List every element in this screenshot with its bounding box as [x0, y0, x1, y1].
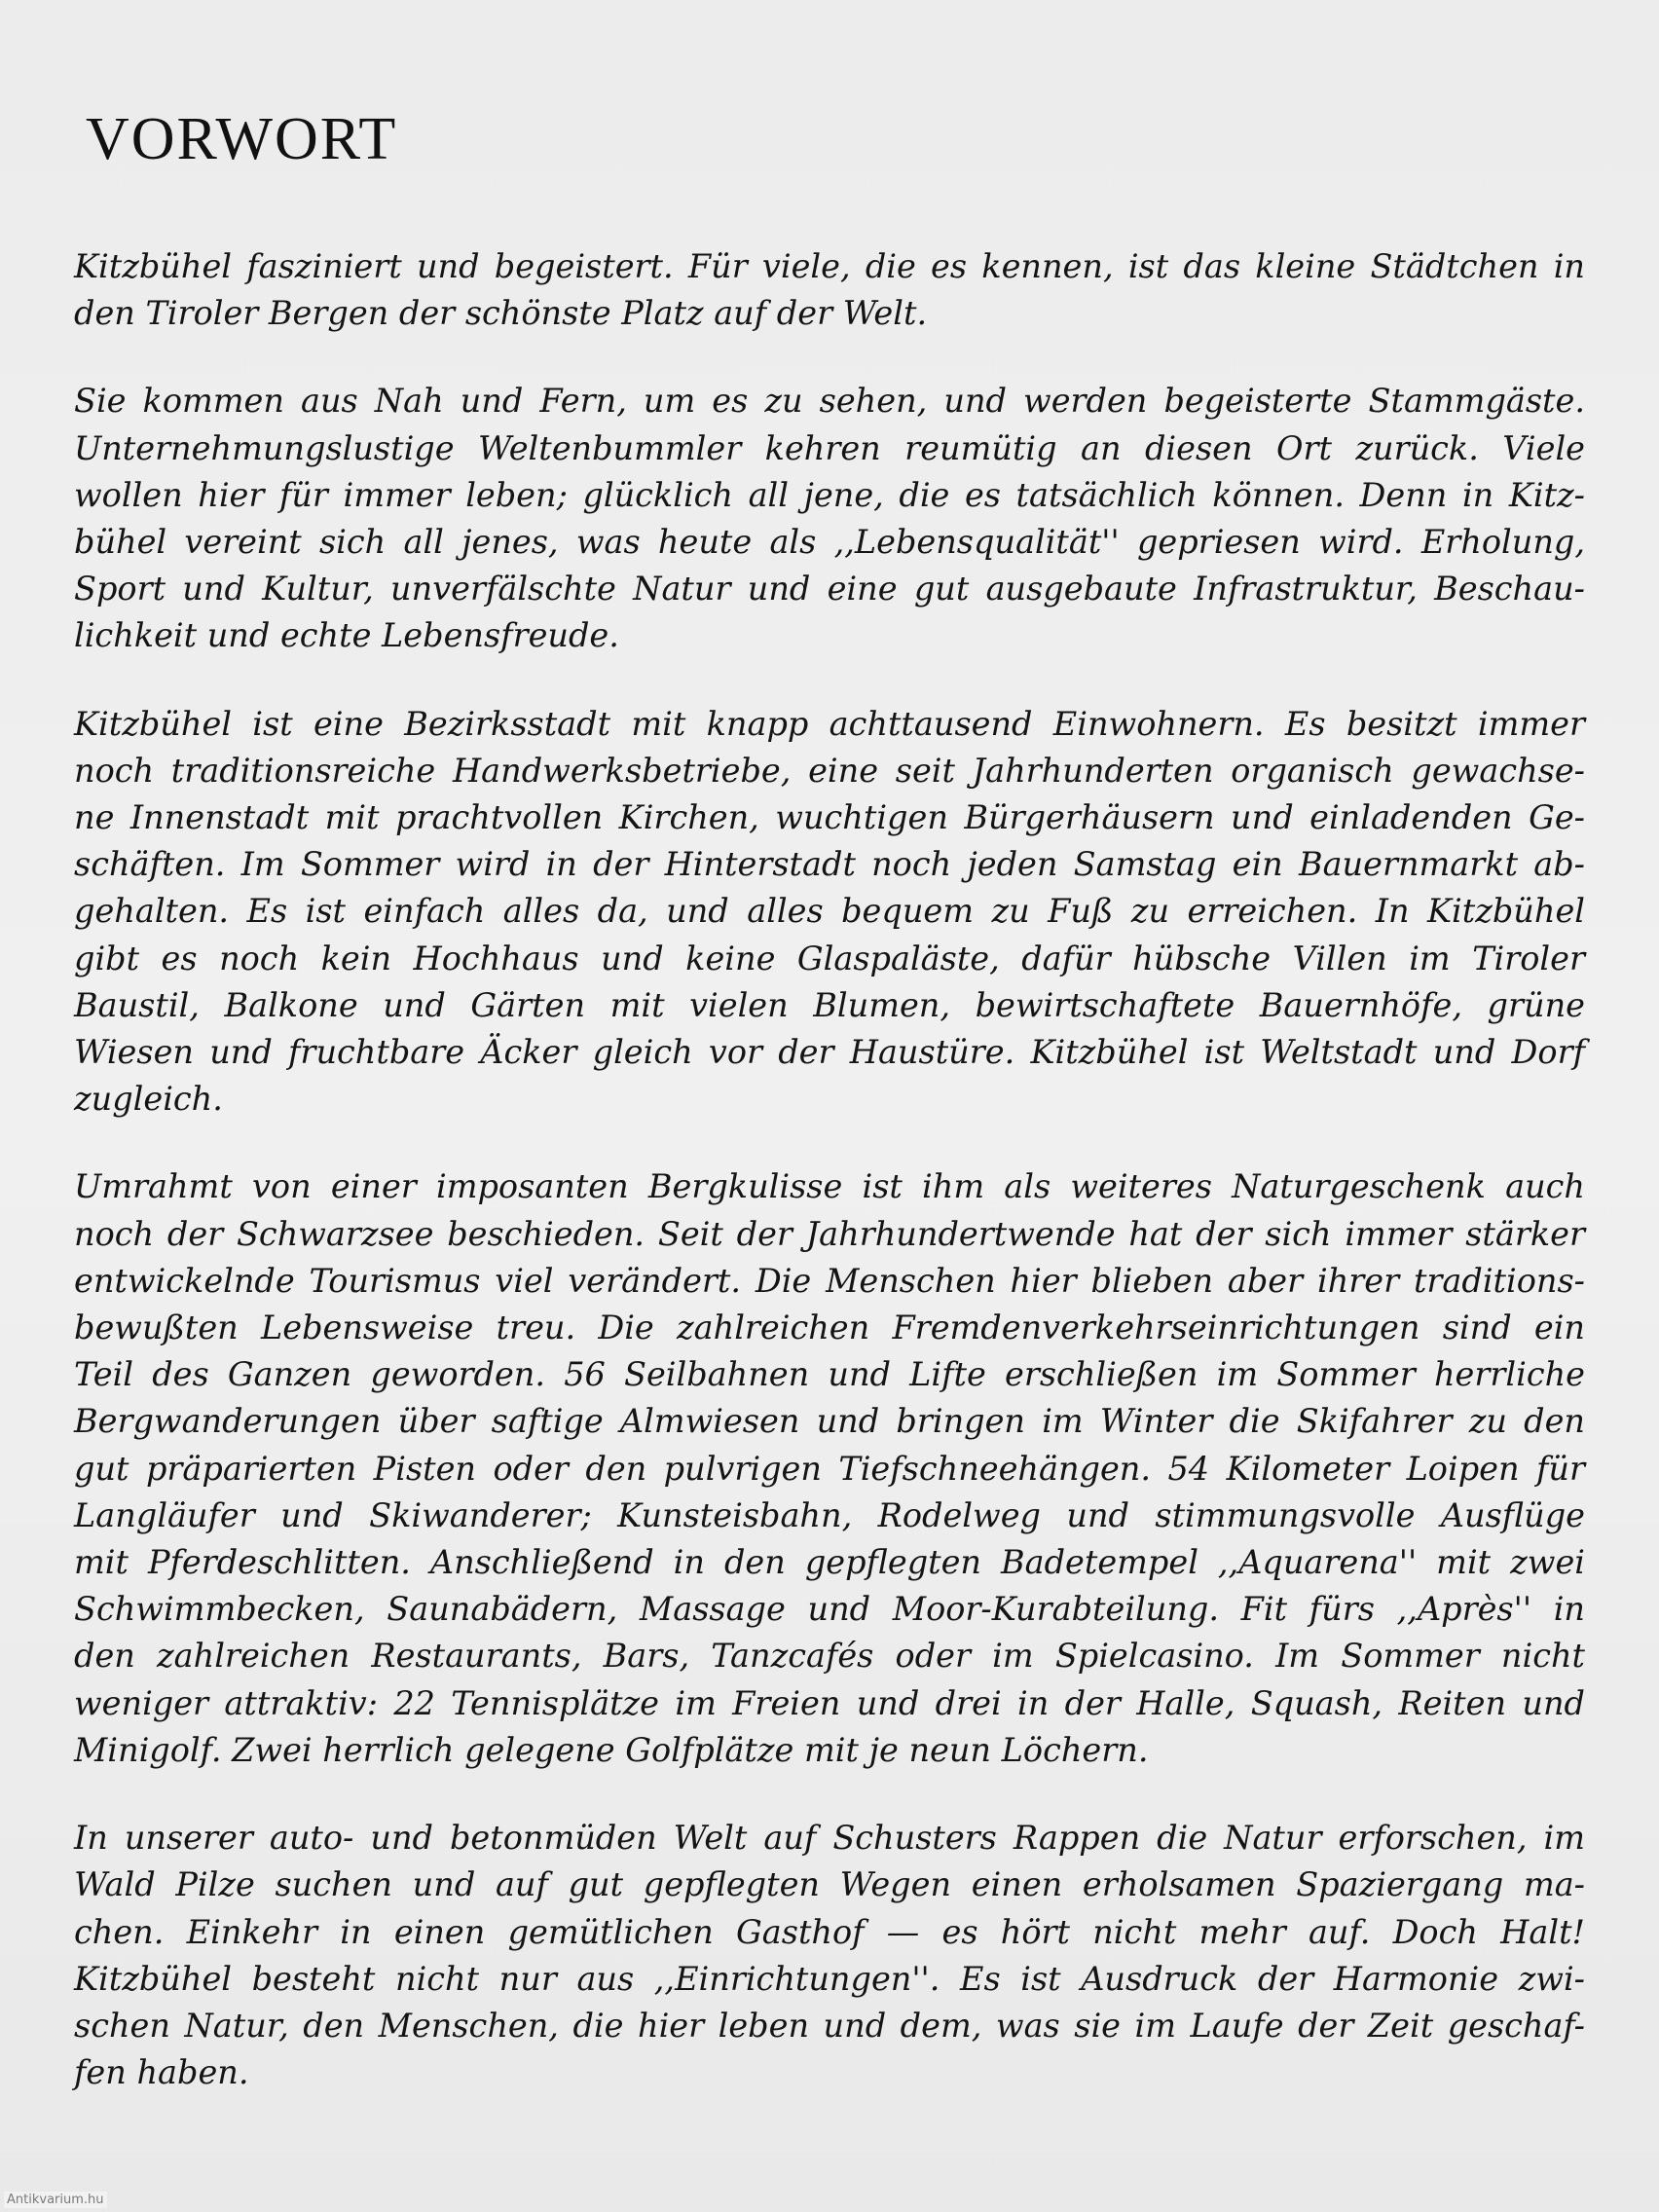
- page-title: VORWORT: [86, 106, 398, 172]
- text-line: Unternehmungslustige Weltenbummler kehren reumütig an diesen Ort zurück. Viele: [74, 428, 1585, 467]
- text-line: weniger attraktiv: 22 Tennisplätze im Freien und drei in der Halle, Squash, Reiten und: [74, 1683, 1585, 1722]
- text-line: Schwimmbecken, Saunabädern, Massage und Moor-Kurabteilung. Fit fürs ,,Après'' in: [74, 1590, 1585, 1629]
- text-line: schen Natur, den Menschen, die hier leben und dem, was sie im Laufe der Zeit geschaf-: [74, 2006, 1585, 2045]
- text-line: Bergwanderungen über saftige Almwiesen und bringen im Winter die Skifahrer zu den: [74, 1402, 1585, 1441]
- text-line: noch der Schwarzsee beschieden. Seit der Jahrhundertwende hat der sich immer stärker: [74, 1214, 1585, 1253]
- text-line: Sport und Kultur, unverfälschte Natur und eine gut ausgebaute Infrastruktur, Beschau-: [74, 570, 1585, 608]
- text-line: Minigolf. Zwei herrlich gelegene Golfplätze mit je neun Löchern.: [74, 1730, 1149, 1769]
- text-line: Langläufer und Skiwanderer; Kunsteisbahn, Rodelweg und stimmungsvolle Ausflüge: [74, 1495, 1585, 1534]
- text-line: Umrahmt von einer imposanten Bergkulisse ist ihm als weiteres Naturgeschenk auch: [74, 1167, 1585, 1206]
- text-line: Kitzbühel ist eine Bezirksstadt mit knapp achttausend Einwohnern. Es besitzt immer: [74, 704, 1585, 743]
- text-line: In unserer auto- und betonmüden Welt auf Schusters Rappen die Natur erforschen, im: [74, 1819, 1585, 1858]
- text-line: bewußten Lebensweise treu. Die zahlreichen Fremdenverkehrseinrichtungen sind ein: [74, 1309, 1585, 1347]
- text-line: Teil des Ganzen geworden. 56 Seilbahnen und Lifte erschließen im Sommer herrliche: [74, 1355, 1585, 1394]
- text-line: bühel vereint sich all jenes, was heute als ,,Lebensqualität'' gepriesen wird. Erholung,: [74, 523, 1585, 562]
- text-line: den Tiroler Bergen der schönste Platz auf der Welt.: [74, 294, 928, 333]
- paragraph-3: [74, 701, 1585, 1124]
- text-line: Kitzbühel besteht nicht nur aus ,,Einrichtungen''. Es ist Ausdruck der Harmonie zwi-: [74, 1959, 1585, 1998]
- text-line: noch traditionsreiche Handwerksbetriebe, eine seit Jahrhunderten organisch gewachse-: [74, 751, 1585, 790]
- text-line: Kitzbühel fasziniert und begeistert. Für viele, die es kennen, ist das kleine Städtchen in: [74, 247, 1585, 285]
- text-line: gut präparierten Pisten oder den pulvrigen Tiefschneehängen. 54 Kilometer Loipen für: [74, 1449, 1585, 1488]
- text-line: chen. Einkehr in einen gemütlichen Gasthof — es hört nicht mehr auf. Doch Halt!: [74, 1912, 1585, 1951]
- text-line: Wiesen und fruchtbare Äcker gleich vor der Haustüre. Kitzbühel ist Weltstadt und Dorf: [74, 1033, 1585, 1072]
- text-line: entwickelnde Tourismus viel verändert. Die Menschen hier blieben aber ihrer traditions-: [74, 1261, 1585, 1300]
- paragraph-1: [74, 243, 1585, 337]
- body-text: [74, 243, 1585, 2137]
- text-line: wollen hier für immer leben; glücklich all jene, die es tatsächlich können. Denn in Kitz-: [74, 475, 1585, 514]
- text-line: gehalten. Es ist einfach alles da, und alles bequem zu Fuß zu erreichen. In Kitzbühel: [74, 892, 1585, 931]
- text-line: den zahlreichen Restaurants, Bars, Tanzcafés oder im Spielcasino. Im Sommer nicht: [74, 1637, 1585, 1676]
- text-line: Baustil, Balkone und Gärten mit vielen Blumen, bewirtschaftete Bauernhöfe, grüne: [74, 985, 1585, 1024]
- text-line: zugleich.: [74, 1080, 223, 1119]
- watermark: Antikvarium.hu: [4, 2192, 107, 2208]
- paragraph-4: [74, 1163, 1585, 1774]
- text-line: mit Pferdeschlitten. Anschließend in den gepflegten Badetempel ,,Aquarena'' mit zwei: [74, 1543, 1585, 1582]
- paragraph-2: [74, 378, 1585, 659]
- text-line: lichkeit und echte Lebensfreude.: [74, 616, 619, 655]
- text-line: ne Innenstadt mit prachtvollen Kirchen, wuchtigen Bürgerhäusern und einladenden Ge-: [74, 798, 1585, 837]
- paragraph-5: [74, 1815, 1585, 2096]
- text-line: Wald Pilze suchen und auf gut gepflegten Wegen einen erholsamen Spaziergang ma-: [74, 1865, 1585, 1904]
- text-line: fen haben.: [74, 2053, 249, 2092]
- text-line: gibt es noch kein Hochhaus und keine Glaspaläste, dafür hübsche Villen im Tiroler: [74, 939, 1585, 977]
- text-line: schäften. Im Sommer wird in der Hinterstadt noch jeden Samstag ein Bauernmarkt ab-: [74, 845, 1585, 884]
- text-line: Sie kommen aus Nah und Fern, um es zu sehen, und werden begeisterte Stammgäste.: [74, 382, 1585, 421]
